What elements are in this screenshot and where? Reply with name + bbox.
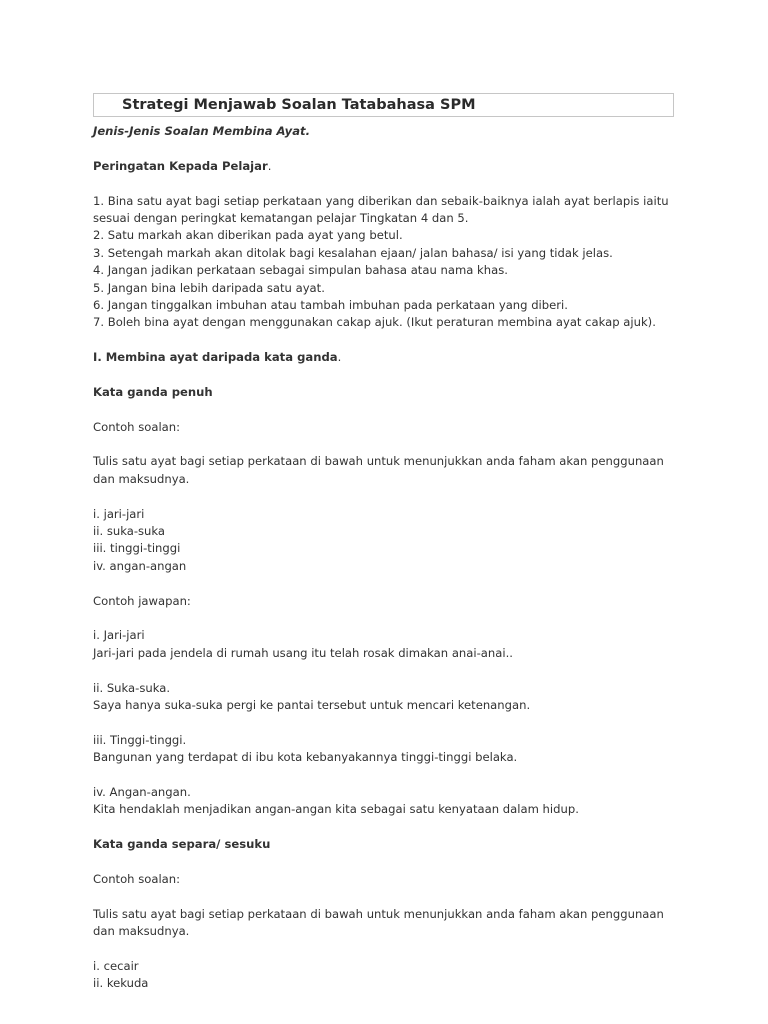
answer-word: ii. Suka-suka.	[93, 680, 171, 695]
question-item: ii. kekuda	[93, 976, 149, 991]
section-heading-line	[93, 349, 683, 366]
instruction-line: dan maksudnya.	[93, 923, 190, 938]
spacer	[93, 366, 683, 383]
question-item: i. cecair	[93, 958, 139, 973]
rule-line: 6. Jangan tinggalkan imbuhan atau tambah imbuhan pada perkataan yang diberi.	[93, 297, 568, 312]
example-question-label: Contoh soalan:	[93, 871, 181, 886]
answer-word: i. Jari-jari	[93, 628, 145, 643]
rule-line: 2. Satu markah akan diberikan pada ayat yang betul.	[93, 228, 403, 243]
answer-sentence: Kita hendaklah menjadikan angan-angan kita sebagai satu kenyataan dalam hidup.	[93, 802, 579, 817]
spacer	[93, 575, 683, 592]
spacer	[93, 888, 683, 905]
question-item: i. jari-jari	[93, 506, 145, 521]
rule-line: 5. Jangan bina lebih daripada satu ayat.	[93, 280, 325, 295]
example-question-label: Contoh soalan:	[93, 419, 181, 434]
answer-sentence: Jari-jari pada jendela di rumah usang itu telah rosak dimakan anai-anai..	[93, 645, 513, 660]
spacer	[93, 401, 683, 418]
question-item: iii. tinggi-tinggi	[93, 541, 181, 556]
subtitle: Jenis-Jenis Soalan Membina Ayat.	[93, 124, 311, 138]
answer-word: iii. Tinggi-tinggi.	[93, 732, 187, 747]
subsection-heading: Kata ganda penuh	[93, 384, 213, 399]
spacer	[93, 662, 683, 679]
instruction-line: Tulis satu ayat bagi setiap perkataan di bawah untuk menunjukkan anda faham akan penggunaan	[93, 454, 664, 469]
spacer	[93, 714, 683, 731]
spacer	[93, 140, 683, 157]
instruction-line: Tulis satu ayat bagi setiap perkataan di bawah untuk menunjukkan anda faham akan penggunaan	[93, 906, 664, 921]
answer-sentence: Bangunan yang terdapat di ibu kota kebanyakannya tinggi-tinggi belaka.	[93, 750, 518, 765]
warning-heading: Peringatan Kepada Pelajar	[93, 158, 268, 173]
spacer	[93, 819, 683, 836]
spacer	[93, 766, 683, 783]
rule-line: 7. Boleh bina ayat dengan menggunakan cakap ajuk. (Ikut peraturan membina ayat cakap ajuk).	[93, 315, 656, 330]
spacer	[93, 436, 683, 453]
subsection-heading: Kata ganda separa/ sesuku	[93, 837, 271, 852]
section-heading-period: .	[337, 350, 342, 365]
rule-line: 1. Bina satu ayat bagi setiap perkataan yang diberikan dan sebaik-baiknya ialah ayat berlapis iaitu	[93, 193, 669, 208]
question-item: iv. angan-angan	[93, 558, 187, 573]
rule-line: 4. Jangan jadikan perkataan sebagai simpulan bahasa atau nama khas.	[93, 263, 508, 278]
spacer	[93, 175, 683, 192]
spacer	[93, 853, 683, 870]
question-item: ii. suka-suka	[93, 523, 166, 538]
answer-word: iv. Angan-angan.	[93, 784, 191, 799]
document-title: Strategi Menjawab Soalan Tatabahasa SPM	[93, 93, 674, 117]
spacer	[93, 488, 683, 505]
document	[93, 93, 683, 993]
spacer	[93, 332, 683, 349]
rule-line: 3. Setengah markah akan ditolak bagi kesalahan ejaan/ jalan bahasa/ isi yang tidak jelas.	[93, 245, 613, 260]
spacer	[93, 610, 683, 627]
rule-line: sesuai dengan peringkat kematangan pelajar Tingkatan 4 dan 5.	[93, 210, 469, 225]
spacer	[93, 940, 683, 957]
warning-heading-line	[93, 158, 683, 175]
rules-list	[93, 193, 683, 332]
warning-heading-period: .	[267, 158, 272, 173]
section-heading: I. Membina ayat daripada kata ganda	[93, 350, 338, 365]
answer-sentence: Saya hanya suka-suka pergi ke pantai tersebut untuk mencari ketenangan.	[93, 697, 531, 712]
instruction-line: dan maksudnya.	[93, 471, 190, 486]
example-answer-label: Contoh jawapan:	[93, 593, 191, 608]
